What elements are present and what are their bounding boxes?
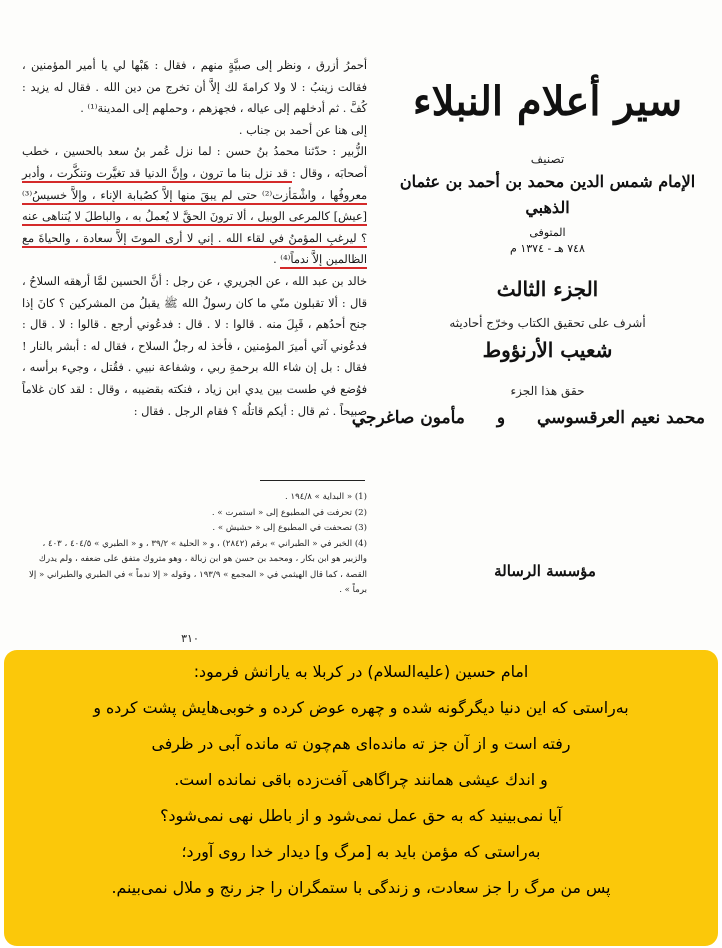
editors-row <box>351 401 705 435</box>
book-title: سير أعلام النبلاء <box>412 78 683 125</box>
translation-line-2: به‌راستی که این دنیا دیگرگونه شده و چهره عوض کرده و خوبی‌هایش پشت کرده و <box>93 698 629 717</box>
translation-line-6: به‌راستی که مؤمن باید به [مرگ و] دیدار خدا روی آورد؛ <box>181 842 541 861</box>
translation-line-5: آیا نمی‌بینید که به حق عمل نمی‌شود و از باطل نهی نمی‌شود؟ <box>160 806 562 825</box>
supervisor-label: أشرف على تحقيق الكتاب وخرّج أحاديثه <box>449 316 646 330</box>
publisher-name: مؤسسة الرسالة <box>494 562 596 580</box>
arabic-text-column <box>22 55 367 422</box>
editor-1: محمد نعيم العرقسوسي <box>536 408 705 428</box>
volume-number: الجزء الثالث <box>496 277 599 301</box>
supervisor-name: شعيب الأرنؤوط <box>482 338 613 362</box>
text-paragraph-1: أحمرُ أزرق ، ونظر إلى صبيَّةٍ منهم ، فقال : هَبْها لي يا أمير المؤمنين ، فقالت زينبُ : لا ولا كرامةَ لك إلاَّ أن تخرج من دين الله . فقال له يزيد : كُفَّ . ثم أدخلهم إلى عياله ، فجهزهم ، وحملهم إلى المدينة⁽¹⁾ . <box>22 59 367 116</box>
footnote-divider <box>260 480 365 481</box>
footnote-1: (1) « البداية » ١٩٤/٨ . <box>285 492 367 502</box>
persian-translation <box>4 650 718 906</box>
footnotes <box>22 490 367 599</box>
died-years: ٧٤٨ هـ - ١٣٧٤ م <box>510 242 585 255</box>
edited-label: حقق هذا الجزء <box>510 384 585 398</box>
footnote-4: (4) الخبر في « الطبراني » برقم (٢٨٤٢) ، و « الحلية » ٣٩/٢ ، و « الطبري » ٤٠٤/٥ ، ٤٠٣ ، والزبير هو ابن بكار ، ومحمد بن حسن هو ابن زبالة ، وهو متروك متفق على ضعفه ، ولم يدرك القصة ، كما قال الهيثمي في « المجمع » ١٩٣/٩ ، وقوله « إلا ندماً » في الطبري والطبراني « إلا برماً » . <box>28 538 367 595</box>
text-paragraph-4: خالد بن عبد الله ، عن الجريري ، عن رجل : أنَّ الحسين لمَّا أرهقه السلاحُ ، قال : ألا تقبلون منّي ما كان رسولُ الله ﷺ يقبلُ من المشركين ؟ كانَ إذا جنح أحدُهم ، قَبِلَ منه . قالوا : لا . قال : فدعُوني أرجع . قالوا : لا . قال : فدعُوني آتي أميرَ المؤمنين ، فأخذ له رجلٌ السلاح ، فقال له : أبشر بالنار ! فقال : بل إن شاء الله برحمةِ ربي ، وشفاعة نبيي . فقُتل ، وجيء برأسه ، فوُضع في طست بين يدي ابن زياد ، فنكته بقضيبه ، وقال : لقد كان غلاماً صبيحاً . ثم قال : أيكم قاتلُه ؟ فقام الرجل . فقال : <box>22 274 367 418</box>
text-paragraph-3-intro: الزُّبير : حدّثنا محمدُ بنُ حسن : لما نزل عُمر بنُ سعد بالحسين ، خطب أصحابَه ، وقال : <box>22 145 367 180</box>
underlined-quote: قد نزل بنا ما ترون ، وإنَّ الدنيا قد تغيَّرت وتنكَّرت ، وأدبر معروفُها ، واشْمَأزت⁽²⁾ حتى لم يبقَ منها إلاَّ كصُبابة الإناء ، وإلاَّ خسيسُ⁽³⁾ [عيش] كالمرعى الوبيل ، ألا ترونَ الحقَّ لا يُعملُ به ، والباطلَ لا يُتناهى عنه ؟ ليرغبِ المؤمنُ في لقاء الله . إني لا أرى الموتَ إلاَّ سعادة ، والحياةَ مع الظالمين إلاَّ ندماً⁽⁴⁾ <box>22 167 367 269</box>
text-paragraph-3 <box>22 141 367 271</box>
quote-end: . <box>273 253 281 267</box>
translation-line-3: رفته است و از آن جز ته مانده‌ای هم‌چون ته مانده آبی در ظرفی <box>151 734 571 753</box>
translation-line-1: امام حسین (علیه‌السلام) در کربلا به یارانش فرمود: <box>193 662 529 681</box>
editor-2: مأمون صاغرجي <box>351 408 465 428</box>
author-name: الإمام شمس الدين محمد بن أحمد بن عثمان الذهبي <box>399 172 696 217</box>
editors-conjunction: و <box>496 408 506 428</box>
title-page <box>351 55 705 435</box>
footnote-3: (3) تصحفت في المطبوع إلى « حشيش » . <box>212 523 367 533</box>
died-label: المتوفى <box>529 226 566 239</box>
footnote-2: (2) تحرفت في المطبوع إلى « استمرت » . <box>211 507 367 518</box>
translation-line-4: و اندك عیشی همانند چراگاهی آفت‌زده باقی نمانده است. <box>174 770 548 789</box>
page-number: ٣١٠ <box>181 632 199 645</box>
translation-line-7: پس من مرگ را جز سعادت، و زندگی با ستمگران را جز رنج و ملال نمی‌بینم. <box>111 878 611 897</box>
compiled-label: تصنيف <box>530 152 565 166</box>
text-paragraph-2: إلى هنا عن أحمد بن جناب . <box>238 123 367 137</box>
